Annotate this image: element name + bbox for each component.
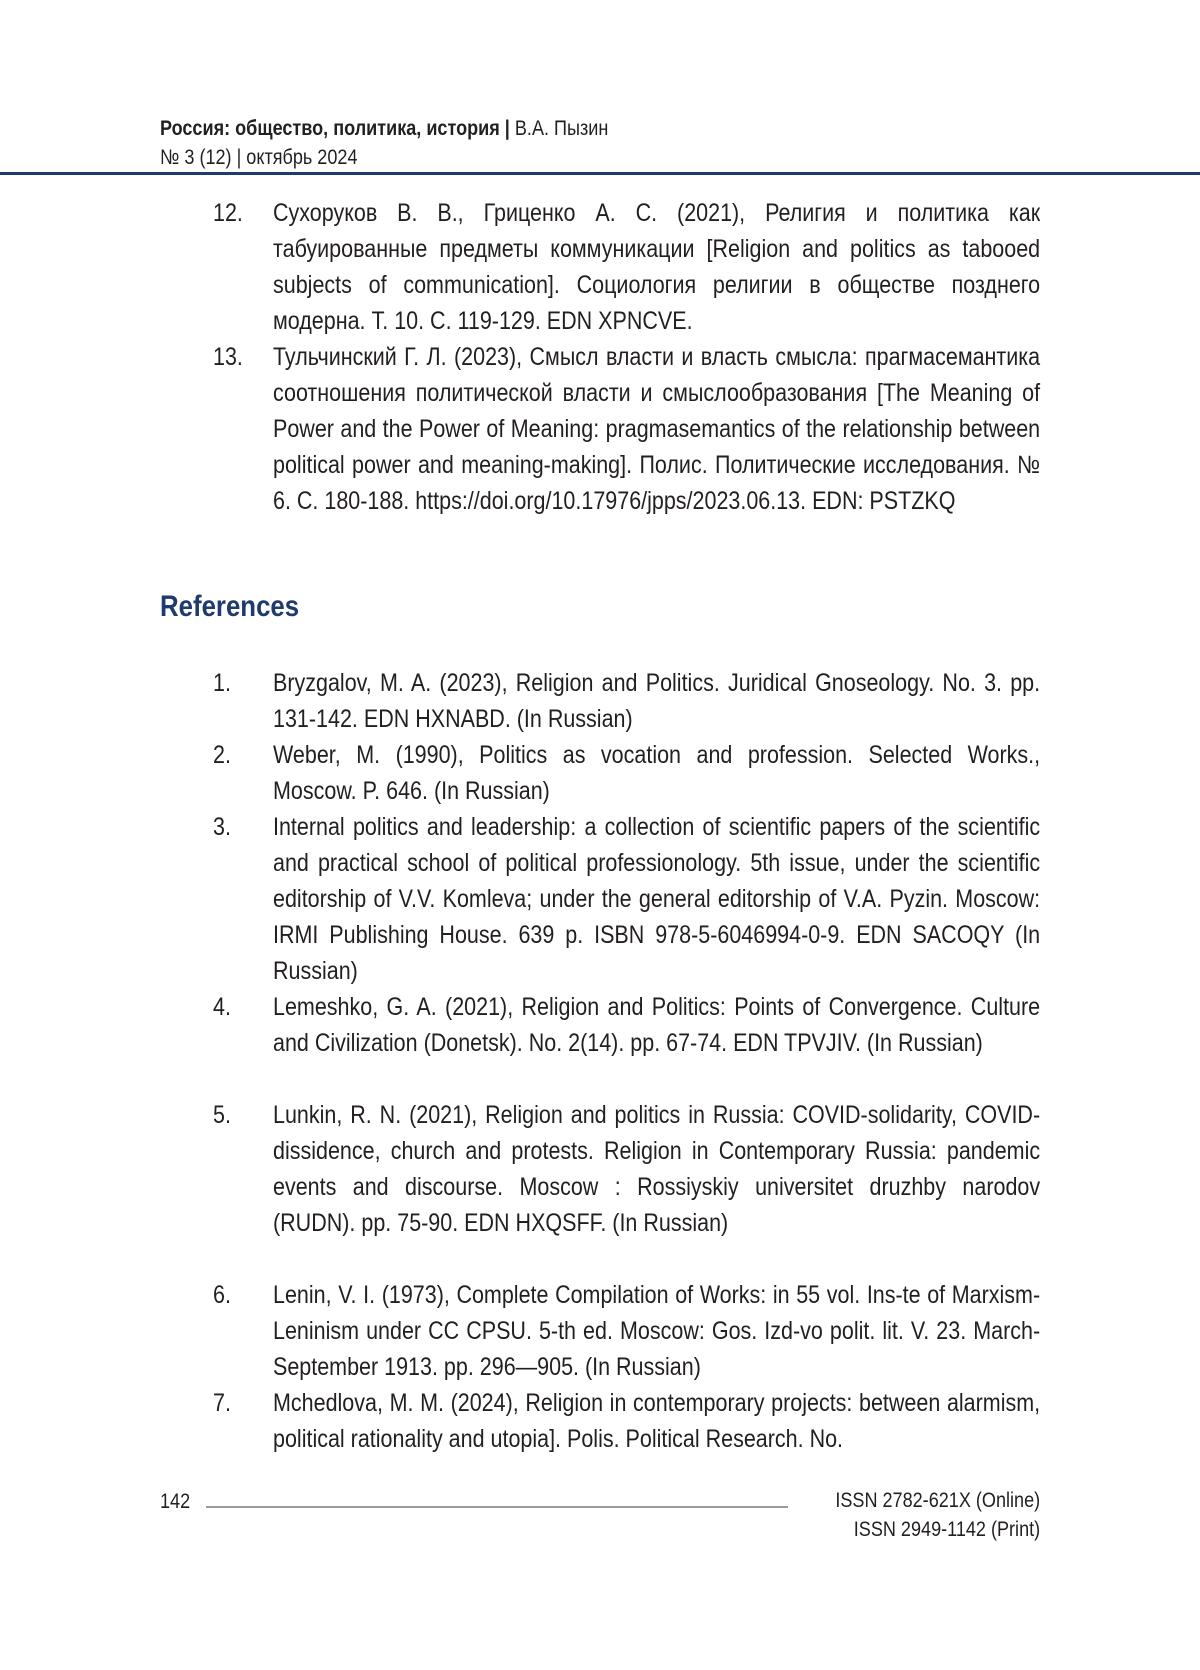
list-item [213, 665, 1040, 737]
list-item [213, 1097, 1040, 1277]
item-text: Lunkin, R. N. (2021), Religion and politics in Russia: COVID-solidarity, COVID-dissidence, church and protests. Religion in Contemporary Russia: pandemic events and discourse. Moscow : Rossiyskiy universitet druzhby narodov (RUDN). pp. 75-90. EDN HXQSFF. (In Russian) [273, 1097, 1040, 1241]
item-text: Weber, M. (1990), Politics as vocation and profession. Selected Works., Moscow. P. 646. (In Russian) [273, 737, 1040, 809]
list-item [213, 809, 1040, 989]
item-text: Bryzgalov, M. A. (2023), Religion and Politics. Juridical Gnoseology. No. 3. pp. 131-142. EDN HXNABD. (In Russian) [273, 665, 1040, 737]
item-number: 2. [213, 737, 231, 773]
item-text: Тульчинский Г. Л. (2023), Смысл власти и власть смысла: прагмасемантика соотношения политической власти и смыслообразования [The Meaning of Power and the Power of Meaning: pragmasemantics of the relationship between political power and meaning-making]. Полис. Политические исследования. № 6. С. 180-188. https://doi.org/10.17976/jpps/2023.06.13. EDN: PSTZKQ [273, 339, 1040, 519]
references-heading: References [160, 590, 299, 624]
item-number: 7. [213, 1385, 231, 1421]
item-number: 4. [213, 989, 231, 1025]
references-list [213, 665, 1040, 1457]
list-item [213, 195, 1040, 339]
item-number: 5. [213, 1097, 231, 1133]
journal-title: Россия: общество, политика, история | [160, 117, 510, 140]
item-number: 3. [213, 809, 231, 845]
list-item [213, 339, 1040, 555]
issn-print: ISSN 2949-1142 (Print) [835, 1515, 1040, 1544]
issn-block [835, 1486, 1040, 1544]
item-text: Сухоруков В. В., Гриценко А. С. (2021), Религия и политика как табуированные предметы коммуникации [Religion and politics as tabooed subjects of communication]. Социология религии в обществе позднего модерна. Т. 10. С. 119-129. EDN XPNCVE. [273, 195, 1040, 339]
footer-rule [206, 1506, 788, 1508]
item-number: 1. [213, 665, 231, 701]
list-item [213, 1277, 1040, 1385]
issn-online: ISSN 2782-621X (Online) [835, 1486, 1040, 1515]
article-author: В.А. Пызин [510, 117, 608, 140]
item-text: Lemeshko, G. A. (2021), Religion and Politics: Points of Convergence. Culture and Civilization (Donetsk). No. 2(14). pp. 67-74. EDN TPVJIV. (In Russian) [273, 989, 1040, 1061]
issue-info: № 3 (12) | октябрь 2024 [160, 143, 608, 172]
item-text: Mchedlova, M. M. (2024), Religion in contemporary projects: between alarmism, political rationality and utopia]. Polis. Political Research. No. [273, 1385, 1040, 1457]
item-text: Internal politics and leadership: a collection of scientific papers of the scientific and practical school of political professionology. 5th issue, under the scientific editorship of V.V. Komleva; under the general editorship of V.A. Pyzin. Moscow: IRMI Publishing House. 639 p. ISBN 978-5-6046994-0-9. EDN SACOQY (In Russian) [273, 809, 1040, 989]
list-item [213, 989, 1040, 1097]
item-number: 6. [213, 1277, 231, 1313]
item-text: Lenin, V. I. (1973), Complete Compilation of Works: in 55 vol. Ins-te of Marxism-Leninism under CC CPSU. 5-th ed. Moscow: Gos. Izd-vo polit. lit. V. 23. March- September 1913. pp. 296—905. (In Russian) [273, 1277, 1040, 1385]
running-header [160, 114, 608, 172]
list-item [213, 1385, 1040, 1457]
item-number: 13. [213, 339, 243, 375]
page-number: 142 [160, 1490, 190, 1514]
item-number: 12. [213, 195, 243, 231]
bibliography-list [213, 195, 1040, 555]
list-item [213, 737, 1040, 809]
header-rule [0, 172, 1200, 175]
